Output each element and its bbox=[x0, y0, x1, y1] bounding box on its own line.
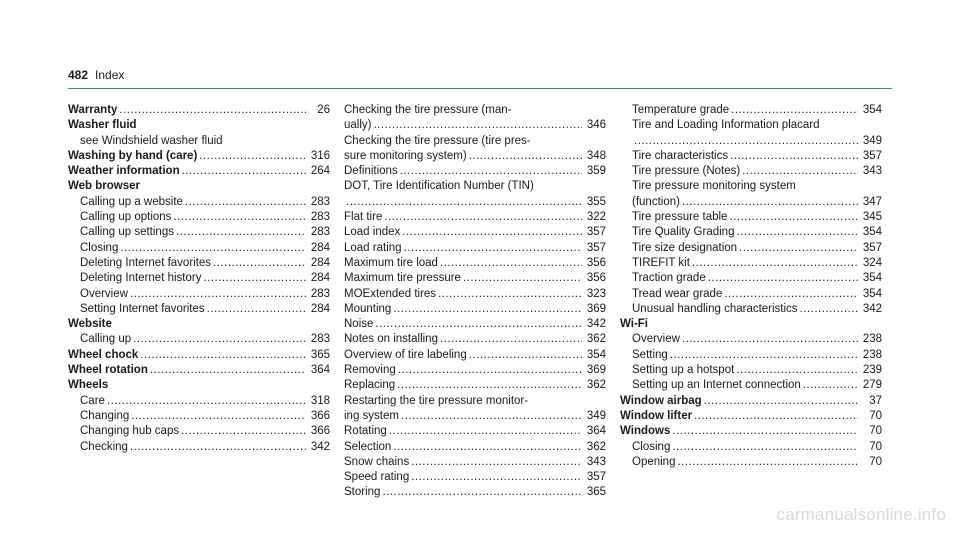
index-page-number: 283 bbox=[310, 287, 330, 300]
index-page-number: 284 bbox=[310, 241, 330, 254]
index-page-number: 342 bbox=[586, 318, 606, 331]
dot-leader bbox=[672, 424, 858, 439]
index-page-number: 346 bbox=[586, 119, 606, 132]
dot-leader bbox=[730, 149, 858, 164]
index-page-number: 365 bbox=[586, 486, 606, 499]
index-term: Tire pressure table bbox=[632, 211, 728, 224]
index-entry: Restarting the tire pressure monitor- bbox=[344, 394, 529, 407]
index-entry: Tire and Loading Information placard bbox=[632, 119, 820, 132]
dot-leader bbox=[203, 271, 306, 286]
index-entry bbox=[68, 332, 330, 347]
dot-leader bbox=[207, 302, 306, 317]
index-term: Calling up settings bbox=[80, 226, 174, 239]
index-entry bbox=[68, 271, 330, 286]
index-entry bbox=[620, 241, 882, 256]
index-term: Load rating bbox=[344, 241, 402, 254]
index-entry: see Windshield washer fluid bbox=[80, 134, 223, 147]
index-page-number: 362 bbox=[586, 440, 606, 453]
index-page-number: 343 bbox=[862, 165, 882, 178]
index-page-number: 362 bbox=[586, 333, 606, 346]
dot-leader bbox=[393, 440, 582, 455]
index-page-number: 26 bbox=[317, 104, 330, 116]
dot-leader bbox=[393, 302, 582, 317]
index-entry bbox=[68, 149, 330, 164]
dot-leader bbox=[411, 470, 582, 485]
index-entry bbox=[68, 210, 330, 225]
index-entry: DOT, Tire Identification Number (TIN) bbox=[344, 180, 534, 193]
index-entry bbox=[620, 394, 882, 409]
index-page-number: 322 bbox=[586, 211, 606, 224]
index-page-number: 284 bbox=[310, 256, 330, 269]
index-entry bbox=[344, 287, 606, 302]
index-page-number: 355 bbox=[586, 195, 606, 208]
dot-leader bbox=[389, 424, 582, 439]
index-entry bbox=[620, 103, 882, 118]
dot-leader bbox=[724, 287, 858, 302]
dot-leader bbox=[133, 332, 306, 347]
index-term: Changing bbox=[80, 409, 130, 422]
dot-leader bbox=[150, 363, 306, 378]
index-page-number: 369 bbox=[586, 364, 606, 377]
index-page-number: 369 bbox=[586, 302, 606, 315]
index-term: Tire size designation bbox=[632, 241, 738, 254]
dot-leader bbox=[463, 271, 582, 286]
index-column-1 bbox=[68, 103, 330, 455]
index-heading: Washer fluid bbox=[68, 119, 137, 132]
index-heading: Wi-Fi bbox=[620, 318, 648, 331]
index-entry bbox=[68, 409, 330, 424]
index-term: Speed rating bbox=[344, 471, 410, 484]
index-term: ually) bbox=[344, 119, 372, 132]
dot-leader bbox=[736, 363, 858, 378]
index-entry: Checking the tire pressure (tire pres- bbox=[344, 134, 531, 147]
index-page-number: 357 bbox=[862, 241, 882, 254]
index-term: Checking bbox=[80, 440, 128, 453]
index-entry bbox=[620, 164, 882, 179]
index-term: Overview of tire labeling bbox=[344, 348, 467, 361]
dot-leader bbox=[731, 103, 858, 118]
dot-leader bbox=[107, 394, 306, 409]
index-heading: Wheels bbox=[68, 379, 109, 392]
index-term: Mounting bbox=[344, 302, 392, 315]
index-entry bbox=[620, 225, 882, 240]
index-page-number: 283 bbox=[310, 195, 330, 208]
dot-leader bbox=[119, 103, 306, 118]
index-entry bbox=[344, 225, 606, 240]
index-entry bbox=[344, 256, 606, 271]
index-entry bbox=[620, 302, 882, 317]
index-term: Maximum tire pressure bbox=[344, 272, 461, 285]
dot-leader bbox=[404, 241, 582, 256]
index-entry bbox=[68, 195, 330, 210]
index-entry bbox=[344, 210, 606, 225]
index-term: Tread wear grade bbox=[632, 287, 723, 300]
index-entry bbox=[620, 256, 882, 271]
index-page-number: 283 bbox=[310, 226, 330, 239]
dot-leader bbox=[692, 256, 858, 271]
index-entry bbox=[620, 149, 882, 164]
dot-leader bbox=[131, 409, 306, 424]
index-term: Opening bbox=[632, 455, 676, 468]
index-entry bbox=[344, 409, 606, 424]
index-page-number: 342 bbox=[310, 440, 330, 453]
index-page-number: 283 bbox=[310, 333, 330, 346]
dot-leader bbox=[708, 271, 858, 286]
index-term: Calling up bbox=[80, 333, 132, 346]
index-page-number: 354 bbox=[862, 226, 882, 239]
index-entry bbox=[344, 424, 606, 439]
page-header bbox=[68, 68, 124, 82]
dot-leader bbox=[181, 424, 306, 439]
dot-leader bbox=[682, 195, 858, 210]
dot-leader bbox=[199, 149, 306, 164]
index-term: Notes on installing bbox=[344, 333, 438, 346]
index-column-3 bbox=[620, 103, 882, 470]
dot-leader bbox=[373, 118, 582, 133]
dot-leader bbox=[682, 332, 858, 347]
index-page-number: 37 bbox=[869, 394, 882, 407]
index-page-number: 354 bbox=[586, 348, 606, 361]
index-entry bbox=[620, 363, 882, 378]
watermark: carmanualsonline.info bbox=[776, 505, 946, 524]
dot-leader bbox=[704, 394, 858, 409]
dot-leader bbox=[140, 348, 306, 363]
index-page-number: 318 bbox=[310, 394, 330, 407]
dot-leader bbox=[739, 241, 858, 256]
index-term: Window airbag bbox=[620, 394, 702, 407]
index-entry bbox=[344, 195, 606, 210]
index-page-number: 264 bbox=[310, 165, 330, 178]
index-term: Setting up an Internet connection bbox=[632, 379, 801, 392]
index-term: Windows bbox=[620, 425, 671, 438]
index-page-number: 362 bbox=[586, 379, 606, 392]
index-page-number: 357 bbox=[586, 471, 606, 484]
index-term: Changing hub caps bbox=[80, 425, 180, 438]
page-title: Index bbox=[95, 68, 125, 82]
index-page-number: 284 bbox=[310, 302, 330, 315]
index-entry bbox=[344, 470, 606, 485]
index-term: Warranty bbox=[68, 104, 118, 116]
index-page-number: 354 bbox=[862, 272, 882, 285]
index-page-number: 70 bbox=[869, 440, 882, 453]
index-entry bbox=[344, 485, 606, 500]
index-heading: Web browser bbox=[68, 180, 140, 193]
index-entry bbox=[344, 378, 606, 393]
index-term: TIREFIT kit bbox=[632, 256, 690, 269]
dot-leader bbox=[803, 378, 858, 393]
index-term: Wheel chock bbox=[68, 348, 139, 361]
index-term: Removing bbox=[344, 364, 396, 377]
index-page-number: 365 bbox=[310, 348, 330, 361]
dot-leader bbox=[670, 348, 858, 363]
index-page-number: 356 bbox=[586, 256, 606, 269]
dot-leader bbox=[402, 225, 582, 240]
index-term: Noise bbox=[344, 318, 374, 331]
index-entry bbox=[620, 210, 882, 225]
index-page-number: 357 bbox=[862, 149, 882, 162]
dot-leader bbox=[397, 378, 582, 393]
index-entry bbox=[344, 164, 606, 179]
index-page-number: 357 bbox=[586, 226, 606, 239]
dot-leader bbox=[346, 195, 582, 210]
index-entry bbox=[68, 363, 330, 378]
index-entry bbox=[344, 271, 606, 286]
index-term: Deleting Internet history bbox=[80, 272, 202, 285]
index-entry bbox=[620, 195, 882, 210]
index-term: Traction grade bbox=[632, 272, 706, 285]
index-entry bbox=[68, 164, 330, 179]
index-page-number: 342 bbox=[862, 302, 882, 315]
index-entry bbox=[620, 424, 882, 439]
index-term: Selection bbox=[344, 440, 392, 453]
dot-leader bbox=[438, 287, 582, 302]
index-term: Deleting Internet favorites bbox=[80, 256, 212, 269]
index-entry bbox=[620, 332, 882, 347]
dot-leader bbox=[173, 210, 306, 225]
index-entry: Tire pressure monitoring system bbox=[632, 180, 796, 193]
index-page-number: 239 bbox=[862, 364, 882, 377]
index-page-number: 284 bbox=[310, 272, 330, 285]
index-entry bbox=[68, 302, 330, 317]
dot-leader bbox=[375, 317, 582, 332]
index-page-number: 354 bbox=[862, 287, 882, 300]
dot-leader bbox=[800, 302, 858, 317]
index-entry bbox=[344, 332, 606, 347]
dot-leader bbox=[729, 210, 858, 225]
dot-leader bbox=[398, 363, 582, 378]
index-page-number: 70 bbox=[869, 409, 882, 422]
index-entry bbox=[68, 225, 330, 240]
index-term: Tire pressure (Notes) bbox=[632, 165, 741, 178]
dot-leader bbox=[400, 164, 582, 179]
index-entry bbox=[620, 378, 882, 393]
index-term: sure monitoring system) bbox=[344, 149, 467, 162]
index-term: Unusual handling characteristics bbox=[632, 302, 798, 315]
dot-leader bbox=[634, 134, 858, 149]
index-term: Overview bbox=[632, 333, 680, 346]
header-rule bbox=[68, 88, 892, 89]
index-entry bbox=[68, 256, 330, 271]
index-term: Tire Quality Grading bbox=[632, 226, 735, 239]
dot-leader bbox=[382, 485, 582, 500]
dot-leader bbox=[182, 164, 306, 179]
index-page-number: 366 bbox=[310, 409, 330, 422]
index-term: Storing bbox=[344, 486, 381, 499]
index-entry: Checking the tire pressure (man- bbox=[344, 104, 512, 116]
index-page-number: 70 bbox=[869, 455, 882, 468]
dot-leader bbox=[469, 149, 582, 164]
index-term: ing system bbox=[344, 409, 399, 422]
index-page-number: 70 bbox=[869, 425, 882, 438]
dot-leader bbox=[736, 225, 858, 240]
index-entry bbox=[344, 302, 606, 317]
index-page-number: 316 bbox=[310, 149, 330, 162]
index-term: MOExtended tires bbox=[344, 287, 437, 300]
index-entry bbox=[620, 348, 882, 363]
dot-leader bbox=[411, 455, 582, 470]
index-term: Replacing bbox=[344, 379, 396, 392]
dot-leader bbox=[440, 256, 582, 271]
index-page-number: 364 bbox=[310, 364, 330, 377]
index-heading: Website bbox=[68, 318, 112, 331]
index-page-number: 348 bbox=[586, 149, 606, 162]
index-term: (function) bbox=[632, 195, 680, 208]
index-entry bbox=[344, 241, 606, 256]
index-term: Calling up a website bbox=[80, 195, 183, 208]
index-entry bbox=[620, 287, 882, 302]
index-page-number: 364 bbox=[586, 425, 606, 438]
dot-leader bbox=[185, 195, 306, 210]
dot-leader bbox=[120, 241, 306, 256]
index-page-number: 238 bbox=[862, 348, 882, 361]
dot-leader bbox=[742, 164, 858, 179]
index-page-number: 238 bbox=[862, 333, 882, 346]
index-term: Setting Internet favorites bbox=[80, 302, 205, 315]
index-column-2 bbox=[344, 103, 606, 501]
index-page-number: 354 bbox=[862, 104, 882, 116]
index-entry bbox=[68, 440, 330, 455]
index-entry bbox=[620, 440, 882, 455]
dot-leader bbox=[384, 210, 582, 225]
index-entry bbox=[344, 149, 606, 164]
index-entry bbox=[68, 103, 330, 118]
index-term: Calling up options bbox=[80, 211, 172, 224]
index-page-number: 283 bbox=[310, 211, 330, 224]
index-entry bbox=[620, 134, 882, 149]
index-page-number: 359 bbox=[586, 165, 606, 178]
index-page-number: 356 bbox=[586, 272, 606, 285]
index-entry bbox=[68, 348, 330, 363]
index-term: Wheel rotation bbox=[68, 364, 148, 377]
index-page-number: 366 bbox=[310, 425, 330, 438]
index-page-number: 347 bbox=[862, 195, 882, 208]
index-page-number: 323 bbox=[586, 287, 606, 300]
index-entry bbox=[68, 287, 330, 302]
index-term: Closing bbox=[80, 241, 119, 254]
index-page-number: 343 bbox=[586, 455, 606, 468]
dot-leader bbox=[469, 348, 582, 363]
index-entry bbox=[68, 424, 330, 439]
index-term: Maximum tire load bbox=[344, 256, 438, 269]
index-term: Weather information bbox=[68, 165, 180, 178]
index-entry bbox=[344, 440, 606, 455]
index-entry bbox=[344, 348, 606, 363]
index-entry bbox=[344, 317, 606, 332]
index-entry bbox=[344, 118, 606, 133]
index-page-number: 324 bbox=[862, 256, 882, 269]
dot-leader bbox=[130, 440, 306, 455]
index-term: Closing bbox=[632, 440, 671, 453]
dot-leader bbox=[401, 409, 582, 424]
dot-leader bbox=[176, 225, 306, 240]
index-entry bbox=[344, 455, 606, 470]
index-term: Window lifter bbox=[620, 409, 693, 422]
page-number: 482 bbox=[68, 68, 89, 82]
index-page-number: 349 bbox=[586, 409, 606, 422]
index-term: Snow chains bbox=[344, 455, 410, 468]
index-term: Tire characteristics bbox=[632, 149, 729, 162]
dot-leader bbox=[213, 256, 306, 271]
index-term: Care bbox=[80, 394, 105, 407]
index-term: Definitions bbox=[344, 165, 398, 178]
dot-leader bbox=[130, 287, 306, 302]
index-page-number: 279 bbox=[862, 379, 882, 392]
index-entry bbox=[620, 271, 882, 286]
index-term: Setting up a hotspot bbox=[632, 364, 735, 377]
index-term: Rotating bbox=[344, 425, 387, 438]
index-term: Setting bbox=[632, 348, 668, 361]
index-entry bbox=[68, 241, 330, 256]
index-term: Load index bbox=[344, 226, 401, 239]
dot-leader bbox=[677, 455, 858, 470]
index-entry bbox=[344, 363, 606, 378]
index-page-number: 357 bbox=[586, 241, 606, 254]
index-term: Flat tire bbox=[344, 211, 383, 224]
index-entry bbox=[620, 455, 882, 470]
index-term: Temperature grade bbox=[632, 104, 730, 116]
dot-leader bbox=[694, 409, 858, 424]
dot-leader bbox=[672, 440, 858, 455]
index-page-number: 345 bbox=[862, 211, 882, 224]
index-term: Washing by hand (care) bbox=[68, 149, 198, 162]
index-term: Overview bbox=[80, 287, 128, 300]
index-entry bbox=[620, 409, 882, 424]
dot-leader bbox=[440, 332, 582, 347]
index-page-number: 349 bbox=[862, 134, 882, 147]
index-entry bbox=[68, 394, 330, 409]
